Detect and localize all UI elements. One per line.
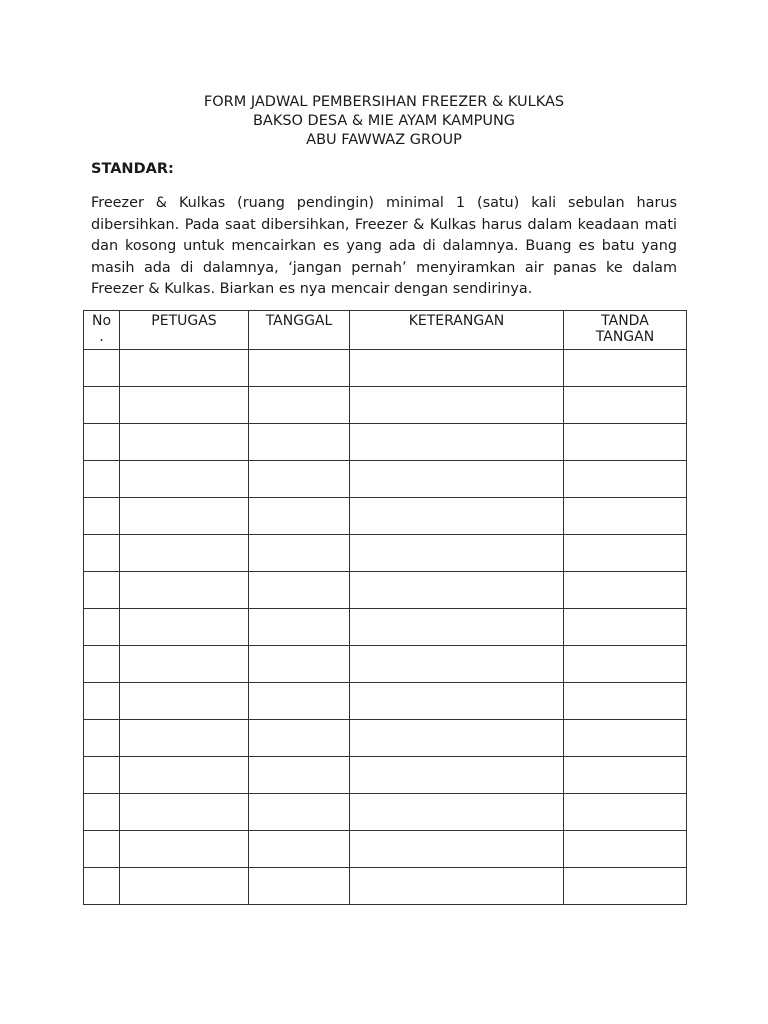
cell-tanda-tangan[interactable] bbox=[564, 424, 687, 461]
cell-tanggal[interactable] bbox=[249, 868, 350, 905]
cell-no[interactable] bbox=[84, 609, 120, 646]
column-header-keterangan: KETERANGAN bbox=[350, 311, 564, 350]
cell-no[interactable] bbox=[84, 646, 120, 683]
cell-tanda-tangan[interactable] bbox=[564, 609, 687, 646]
cell-tanda-tangan[interactable] bbox=[564, 498, 687, 535]
cell-tanda-tangan[interactable] bbox=[564, 646, 687, 683]
column-header-tanda-tangan-line2: TANGAN bbox=[595, 329, 655, 345]
cell-petugas[interactable] bbox=[120, 424, 249, 461]
cell-keterangan[interactable] bbox=[350, 535, 564, 572]
cell-no[interactable] bbox=[84, 757, 120, 794]
cell-tanda-tangan[interactable] bbox=[564, 868, 687, 905]
cell-petugas[interactable] bbox=[120, 831, 249, 868]
cell-no[interactable] bbox=[84, 683, 120, 720]
table-row bbox=[84, 683, 687, 720]
cell-tanggal[interactable] bbox=[249, 683, 350, 720]
cell-keterangan[interactable] bbox=[350, 387, 564, 424]
cell-no[interactable] bbox=[84, 498, 120, 535]
cell-tanggal[interactable] bbox=[249, 572, 350, 609]
cell-no[interactable] bbox=[84, 387, 120, 424]
table-row bbox=[84, 424, 687, 461]
cell-tanggal[interactable] bbox=[249, 498, 350, 535]
cell-no[interactable] bbox=[84, 461, 120, 498]
cell-petugas[interactable] bbox=[120, 683, 249, 720]
cell-no[interactable] bbox=[84, 350, 120, 387]
cell-no[interactable] bbox=[84, 794, 120, 831]
cell-no[interactable] bbox=[84, 831, 120, 868]
table-row bbox=[84, 794, 687, 831]
column-header-tanda-tangan-line1: TANDA bbox=[601, 313, 649, 329]
cell-no[interactable] bbox=[84, 572, 120, 609]
cell-no[interactable] bbox=[84, 720, 120, 757]
cell-petugas[interactable] bbox=[120, 609, 249, 646]
cell-tanda-tangan[interactable] bbox=[564, 683, 687, 720]
table-row bbox=[84, 572, 687, 609]
cell-keterangan[interactable] bbox=[350, 794, 564, 831]
cell-tanggal[interactable] bbox=[249, 609, 350, 646]
title-line-business-name: BAKSO DESA & MIE AYAM KAMPUNG bbox=[252, 113, 516, 129]
cell-petugas[interactable] bbox=[120, 387, 249, 424]
cell-petugas[interactable] bbox=[120, 720, 249, 757]
table-row bbox=[84, 868, 687, 905]
cell-tanda-tangan[interactable] bbox=[564, 831, 687, 868]
standard-paragraph: Freezer & Kulkas (ruang pendingin) minimal 1 (satu) kali sebulan harus dibersihkan. Pada saat dibersihkan, Freezer & Kulkas harus dalam keadaan mati dan kosong untuk mencairkan es yang ada di dalamnya. Buang es batu yang masih ada di dalamnya, ‘jangan pernah’ menyiramkan air panas ke dalam Freezer & Kulkas. Biarkan es nya mencair dengan sendirinya. bbox=[91, 195, 677, 298]
cell-petugas[interactable] bbox=[120, 535, 249, 572]
cell-petugas[interactable] bbox=[120, 572, 249, 609]
column-header-no bbox=[84, 311, 120, 350]
cell-petugas[interactable] bbox=[120, 646, 249, 683]
cell-keterangan[interactable] bbox=[350, 498, 564, 535]
cell-tanggal[interactable] bbox=[249, 831, 350, 868]
cell-tanda-tangan[interactable] bbox=[564, 535, 687, 572]
table-row bbox=[84, 461, 687, 498]
table-row bbox=[84, 646, 687, 683]
cell-tanda-tangan[interactable] bbox=[564, 387, 687, 424]
title-line-group-name: ABU FAWWAZ GROUP bbox=[306, 132, 462, 148]
cell-tanggal[interactable] bbox=[249, 387, 350, 424]
cell-keterangan[interactable] bbox=[350, 868, 564, 905]
column-header-petugas: PETUGAS bbox=[120, 311, 249, 350]
form-title bbox=[84, 93, 684, 150]
cleaning-schedule-table bbox=[83, 310, 687, 905]
table-row bbox=[84, 609, 687, 646]
cell-tanggal[interactable] bbox=[249, 350, 350, 387]
column-header-no-line1: No bbox=[91, 313, 112, 329]
column-header-no-line2: . bbox=[99, 329, 104, 345]
cell-keterangan[interactable] bbox=[350, 461, 564, 498]
cell-petugas[interactable] bbox=[120, 757, 249, 794]
cell-petugas[interactable] bbox=[120, 461, 249, 498]
cell-keterangan[interactable] bbox=[350, 609, 564, 646]
table-row bbox=[84, 831, 687, 868]
cell-no[interactable] bbox=[84, 868, 120, 905]
column-header-tanggal: TANGGAL bbox=[249, 311, 350, 350]
table-header-row bbox=[84, 311, 687, 350]
cell-petugas[interactable] bbox=[120, 868, 249, 905]
cell-keterangan[interactable] bbox=[350, 683, 564, 720]
cell-tanggal[interactable] bbox=[249, 424, 350, 461]
cell-no[interactable] bbox=[84, 424, 120, 461]
cell-petugas[interactable] bbox=[120, 794, 249, 831]
cell-tanggal[interactable] bbox=[249, 646, 350, 683]
table-row bbox=[84, 498, 687, 535]
title-line-form-name: FORM JADWAL PEMBERSIHAN FREEZER & KULKAS bbox=[203, 94, 565, 110]
cell-tanda-tangan[interactable] bbox=[564, 572, 687, 609]
cell-keterangan[interactable] bbox=[350, 350, 564, 387]
table-row bbox=[84, 387, 687, 424]
cell-keterangan[interactable] bbox=[350, 424, 564, 461]
standard-heading: STANDAR: bbox=[91, 161, 174, 177]
cell-tanggal[interactable] bbox=[249, 794, 350, 831]
cell-tanda-tangan[interactable] bbox=[564, 757, 687, 794]
cell-tanda-tangan[interactable] bbox=[564, 350, 687, 387]
cell-petugas[interactable] bbox=[120, 350, 249, 387]
cell-keterangan[interactable] bbox=[350, 831, 564, 868]
cell-tanda-tangan[interactable] bbox=[564, 461, 687, 498]
cell-keterangan[interactable] bbox=[350, 572, 564, 609]
cell-tanggal[interactable] bbox=[249, 720, 350, 757]
column-header-tanda-tangan bbox=[564, 311, 687, 350]
table-row bbox=[84, 535, 687, 572]
cell-keterangan[interactable] bbox=[350, 720, 564, 757]
cell-tanggal[interactable] bbox=[249, 461, 350, 498]
cell-tanggal[interactable] bbox=[249, 757, 350, 794]
cell-keterangan[interactable] bbox=[350, 646, 564, 683]
cell-tanggal[interactable] bbox=[249, 535, 350, 572]
table-row bbox=[84, 350, 687, 387]
cell-tanda-tangan[interactable] bbox=[564, 794, 687, 831]
cell-keterangan[interactable] bbox=[350, 757, 564, 794]
cell-petugas[interactable] bbox=[120, 498, 249, 535]
cell-tanda-tangan[interactable] bbox=[564, 720, 687, 757]
table-body bbox=[84, 350, 687, 905]
table-row bbox=[84, 757, 687, 794]
cell-no[interactable] bbox=[84, 535, 120, 572]
table-row bbox=[84, 720, 687, 757]
